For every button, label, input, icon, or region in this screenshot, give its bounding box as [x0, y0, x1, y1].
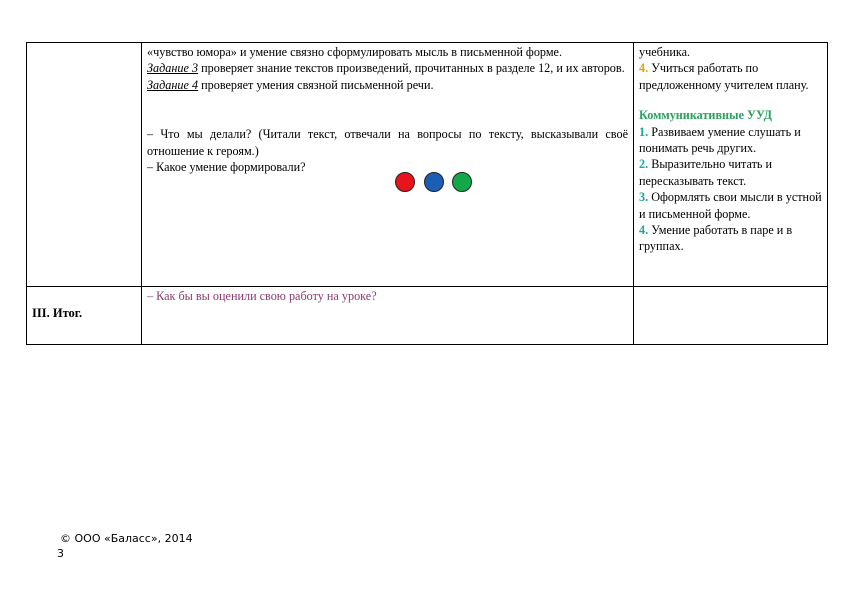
- regulatory-item-4: [639, 60, 822, 93]
- communicative-item-1: [639, 124, 822, 157]
- stage-cell-empty: [27, 43, 142, 287]
- table-row: [27, 287, 828, 345]
- item-text: Оформлять свои мысли в устной и письменной форме.: [639, 190, 822, 221]
- task4-text: проверяет умения связной письменной речи.: [198, 77, 434, 92]
- task3-paragraph: [147, 60, 628, 76]
- color-circles: [395, 172, 475, 194]
- text-line: «чувство юмора» и умение связно сформулировать мысль в письменной форме.: [147, 45, 562, 59]
- spacer: [147, 93, 628, 126]
- communicative-item-2: [639, 156, 822, 189]
- green-circle-icon: [452, 172, 472, 192]
- question-1: – Что мы делали? (Читали текст, отвечали на вопросы по тексту, высказывали своё отношение к героям.): [147, 127, 628, 158]
- item-number: 2.: [639, 157, 649, 172]
- item-number: 4.: [639, 61, 649, 76]
- table-row: [27, 43, 828, 287]
- item-text: Выразительно читать и пересказывать текст.: [639, 157, 773, 188]
- task4-label: Задание 4: [147, 77, 199, 92]
- copyright-footer: © ООО «Баласс», 2014: [60, 532, 193, 545]
- uud-cell: [634, 43, 828, 287]
- item-number: 3.: [639, 190, 649, 205]
- item-number: 1.: [639, 124, 649, 139]
- task3-text: проверяет знание текстов произведений, прочитанных в разделе 12, и их авторов.: [198, 61, 625, 76]
- question-2: – Какое умение формировали?: [147, 160, 306, 175]
- communicative-item-3: [639, 189, 822, 222]
- item-number: 4.: [639, 223, 649, 238]
- blue-circle-icon: [424, 172, 444, 192]
- item-text: Развиваем умение слушать и понимать речь других.: [639, 124, 801, 156]
- teacher-activity-cell: [142, 43, 634, 287]
- red-circle-icon: [395, 172, 415, 192]
- page-number: 3: [57, 547, 64, 560]
- task3-label: Задание 3: [147, 61, 199, 76]
- text-line: учебника.: [639, 45, 691, 59]
- item-text: Учиться работать по предложенному учителем плану.: [639, 61, 809, 92]
- empty-cell: [634, 287, 828, 345]
- item-text: Умение работать в паре и в группах.: [639, 223, 793, 254]
- stage-cell: III. Итог.: [27, 287, 142, 345]
- final-question-cell: – Как бы вы оценили свою работу на уроке?: [142, 287, 634, 345]
- task4-paragraph: [147, 77, 628, 93]
- communicative-item-4: [639, 222, 822, 255]
- communicative-heading: Коммуникативные УУД: [639, 108, 773, 123]
